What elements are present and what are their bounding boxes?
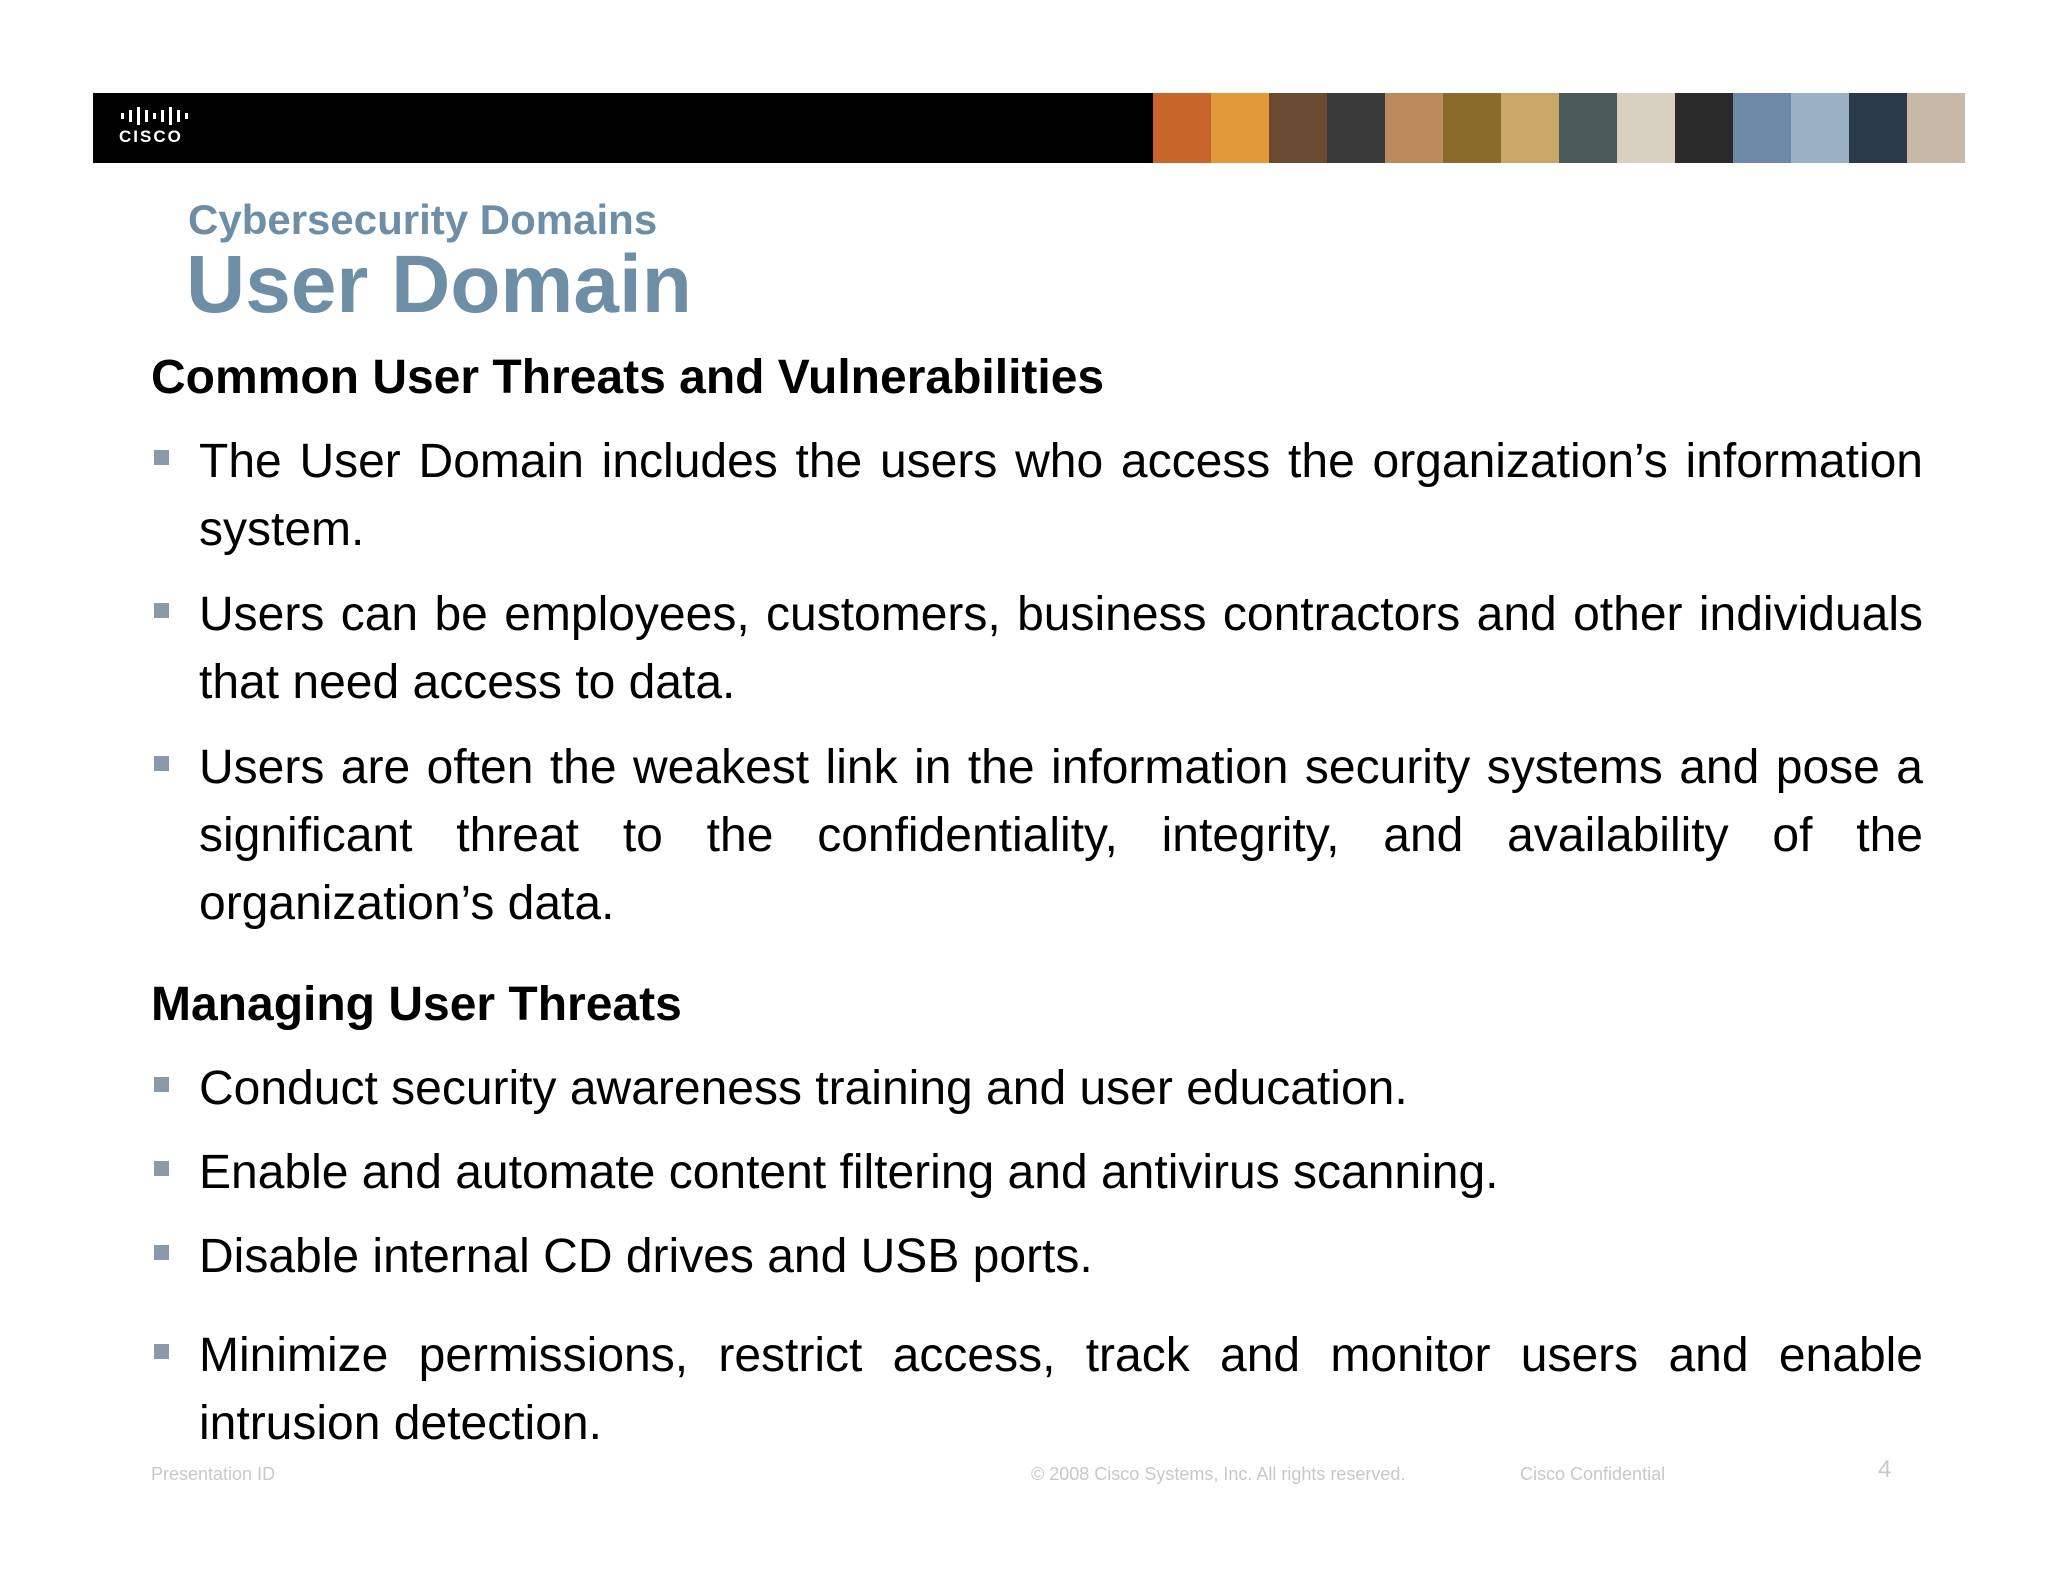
- header-photo-tile: [1617, 93, 1675, 163]
- bullet-item: [151, 1139, 1923, 1207]
- header-bar: [93, 93, 1965, 163]
- header-photo-tile: [1443, 93, 1501, 163]
- square-bullet-icon: [154, 603, 169, 618]
- header-photo-strip: [1153, 93, 1965, 163]
- square-bullet-icon: [154, 1077, 169, 1092]
- bullet-item: [151, 1055, 1923, 1123]
- square-bullet-icon: [154, 1161, 169, 1176]
- bullet-text: Users are often the weakest link in the information security systems and pose a significant threat to the confidentiality, integrity, and availability of the organization’s data.: [199, 741, 1923, 930]
- square-bullet-icon: [154, 450, 169, 465]
- header-photo-tile: [1385, 93, 1443, 163]
- bullet-item: [151, 734, 1923, 938]
- header-photo-tile: [1153, 93, 1211, 163]
- footer-confidential: Cisco Confidential: [1520, 1464, 1666, 1484]
- footer-copyright: © 2008 Cisco Systems, Inc. All rights reserved.: [1031, 1464, 1406, 1484]
- header-photo-tile: [1501, 93, 1559, 163]
- bullet-text: Users can be employees, customers, business contractors and other individuals that need access to data.: [199, 588, 1923, 709]
- footer-presentation-id: Presentation ID: [151, 1464, 276, 1484]
- square-bullet-icon: [154, 756, 169, 771]
- bullet-item: [151, 1223, 1923, 1291]
- square-bullet-icon: [154, 1344, 169, 1359]
- bullet-text: Minimize permissions, restrict access, track and monitor users and enable intrusion detection.: [199, 1329, 1923, 1450]
- header-photo-tile: [1559, 93, 1617, 163]
- header-photo-tile: [1675, 93, 1733, 163]
- bullet-item: [151, 428, 1923, 564]
- bullet-text: Disable internal CD drives and USB ports.: [199, 1230, 1093, 1283]
- header-photo-tile: [1849, 93, 1907, 163]
- header-photo-tile: [1733, 93, 1791, 163]
- section-heading-managing: Managing User Threats: [151, 978, 682, 1031]
- cisco-logo-bars-icon: [121, 107, 199, 125]
- page-number: 4: [1878, 1456, 1892, 1483]
- cisco-logo: [119, 107, 199, 151]
- cisco-logo-text: CISCO: [119, 127, 183, 146]
- page-title: User Domain: [186, 239, 692, 330]
- header-photo-tile: [1907, 93, 1965, 163]
- section-subtitle: Cybersecurity Domains: [188, 196, 658, 243]
- header-photo-tile: [1327, 93, 1385, 163]
- section-heading-threats: Common User Threats and Vulnerabilities: [151, 351, 1105, 404]
- bullet-item: [151, 1322, 1923, 1458]
- bullet-text: Enable and automate content filtering and antivirus scanning.: [199, 1146, 1499, 1199]
- bullet-text: The User Domain includes the users who access the organization’s information system.: [199, 435, 1923, 556]
- header-photo-tile: [1791, 93, 1849, 163]
- bullet-text: Conduct security awareness training and user education.: [199, 1062, 1408, 1115]
- bullet-item: [151, 581, 1923, 717]
- header-photo-tile: [1211, 93, 1269, 163]
- header-photo-tile: [1269, 93, 1327, 163]
- square-bullet-icon: [154, 1245, 169, 1260]
